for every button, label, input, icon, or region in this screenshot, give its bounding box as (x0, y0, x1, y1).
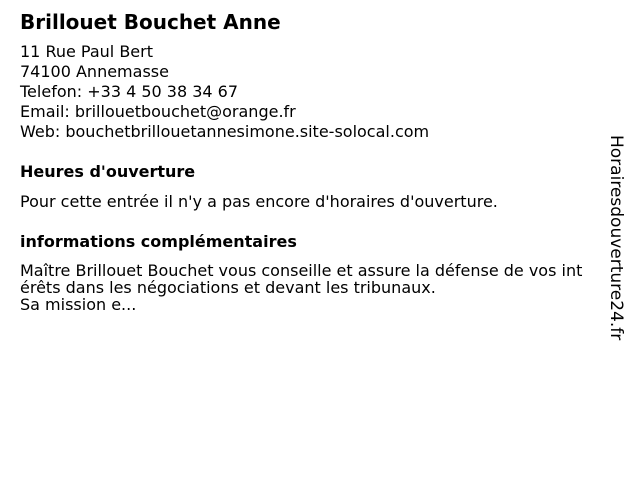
opening-hours-heading: Heures d'ouverture (20, 162, 196, 181)
phone-line: Telefon: +33 4 50 38 34 67 (20, 82, 239, 101)
web-line: Web: bouchetbrillouetannesimone.site-solocal.com (20, 122, 430, 141)
additional-info-truncated: Sa mission e... (20, 295, 137, 314)
site-brand-label: Horairesdouverture24.fr (606, 135, 626, 341)
business-name: Brillouet Bouchet Anne (20, 10, 281, 34)
opening-hours-text: Pour cette entrée il n'y a pas encore d'horaires d'ouverture. (20, 192, 498, 211)
email-line: Email: brillouetbouchet@orange.fr (20, 102, 296, 121)
additional-info-text: Maître Brillouet Bouchet vous conseille et assure la défense de vos intérêts dans les négociations et devant les tribunaux. (20, 261, 583, 297)
additional-info-heading: informations complémentaires (20, 232, 297, 251)
address-street: 11 Rue Paul Bert (20, 42, 153, 61)
business-card (20, 8, 595, 313)
address-city: 74100 Annemasse (20, 62, 169, 81)
